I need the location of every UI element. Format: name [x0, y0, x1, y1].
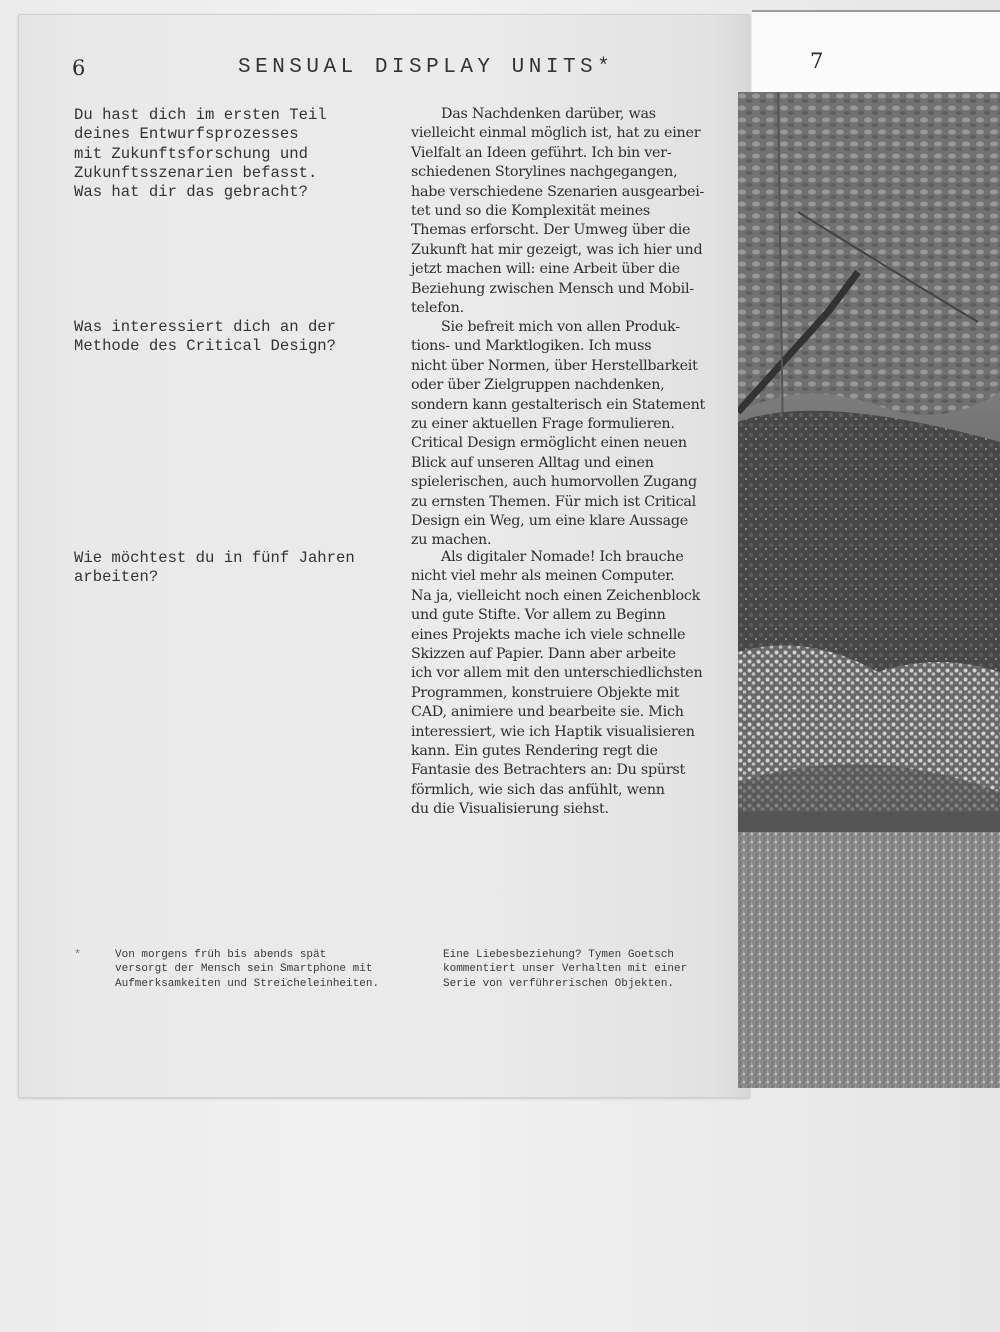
answer-text: Sie befreit mich von allen Produk- tions- und Marktlogiken. Ich muss nicht über Normen, über Herstellbarkeit oder über Zielgruppen nachdenken, sondern kann gestalterisch ein Statement zu einer aktuellen Frage formulieren. Critical Design ermöglicht einen neuen Blick auf unseren Alltag und einen spielerischen, auch humorvollen Zugang zu ernsten Themen. Für mich ist Critical Design ein Weg, um eine klare Aussage zu machen.: [411, 319, 706, 549]
interview-question: Wie möchtest du in fünf Jahren arbeiten?: [74, 549, 355, 587]
interview-answer: [411, 548, 737, 820]
garden-photo: [738, 92, 1000, 1088]
interview-answer: [411, 318, 737, 551]
page-number-left: 6: [72, 56, 86, 80]
footnote-right: Eine Liebesbeziehung? Tymen Goetsch kommentiert unser Verhalten mit einer Serie von verführerischen Objekten.: [443, 949, 688, 990]
interview-answer: [411, 105, 737, 318]
right-page-header: [752, 10, 1000, 94]
footnote-marker: *: [74, 948, 82, 962]
running-header: SENSUAL DISPLAY UNITS*: [238, 56, 615, 79]
interview-question: Was interessiert dich an der Methode des Critical Design?: [74, 318, 337, 356]
right-page: [752, 10, 1000, 1088]
answer-text: Das Nachdenken darüber, was vielleicht einmal möglich ist, hat zu einer Vielfalt an Ideen geführt. Ich bin ver- schiedenen Storylines nachgegangen, habe verschiedene Szenarien ausgearbei- tet und so die Komplexität meines Themas erforscht. Der Umweg über die Zukunft hat mir gezeigt, was ich hier und jetzt machen will: eine Arbeit über die Beziehung zwischen Mensch und Mobil- telefon.: [411, 106, 705, 317]
answer-text: Als digitaler Nomade! Ich brauche nicht viel mehr als meinen Computer. Na ja, vielleicht noch einen Zeichenblock und gute Stifte. Vor allem zu Beginn eines Projekts mache ich viele schnelle Skizzen auf Papier. Dann aber arbeite ich vor allem mit den unterschiedlichsten Programmen, konstruiere Objekte mit CAD, animiere und bearbeite sie. Mich interessiert, wie ich Haptik visualisieren kann. Ein gutes Rendering regt die Fantasie des Betrachters an: Du spürst förmlich, wie sich das anfühlt, wenn du die Visualisierung siehst.: [411, 549, 703, 818]
garden-photo-image: [738, 92, 1000, 1088]
interview-question: Du hast dich im ersten Teil deines Entwurfsprozesses mit Zukunftsforschung und Zukunftsszenarien befasst. Was hat dir das gebracht?: [74, 106, 327, 202]
footnote-left: Von morgens früh bis abends spät versorgt der Mensch sein Smartphone mit Aufmerksamkeiten und Streicheleinheiten.: [115, 949, 380, 990]
page-number-right: 7: [810, 49, 824, 73]
